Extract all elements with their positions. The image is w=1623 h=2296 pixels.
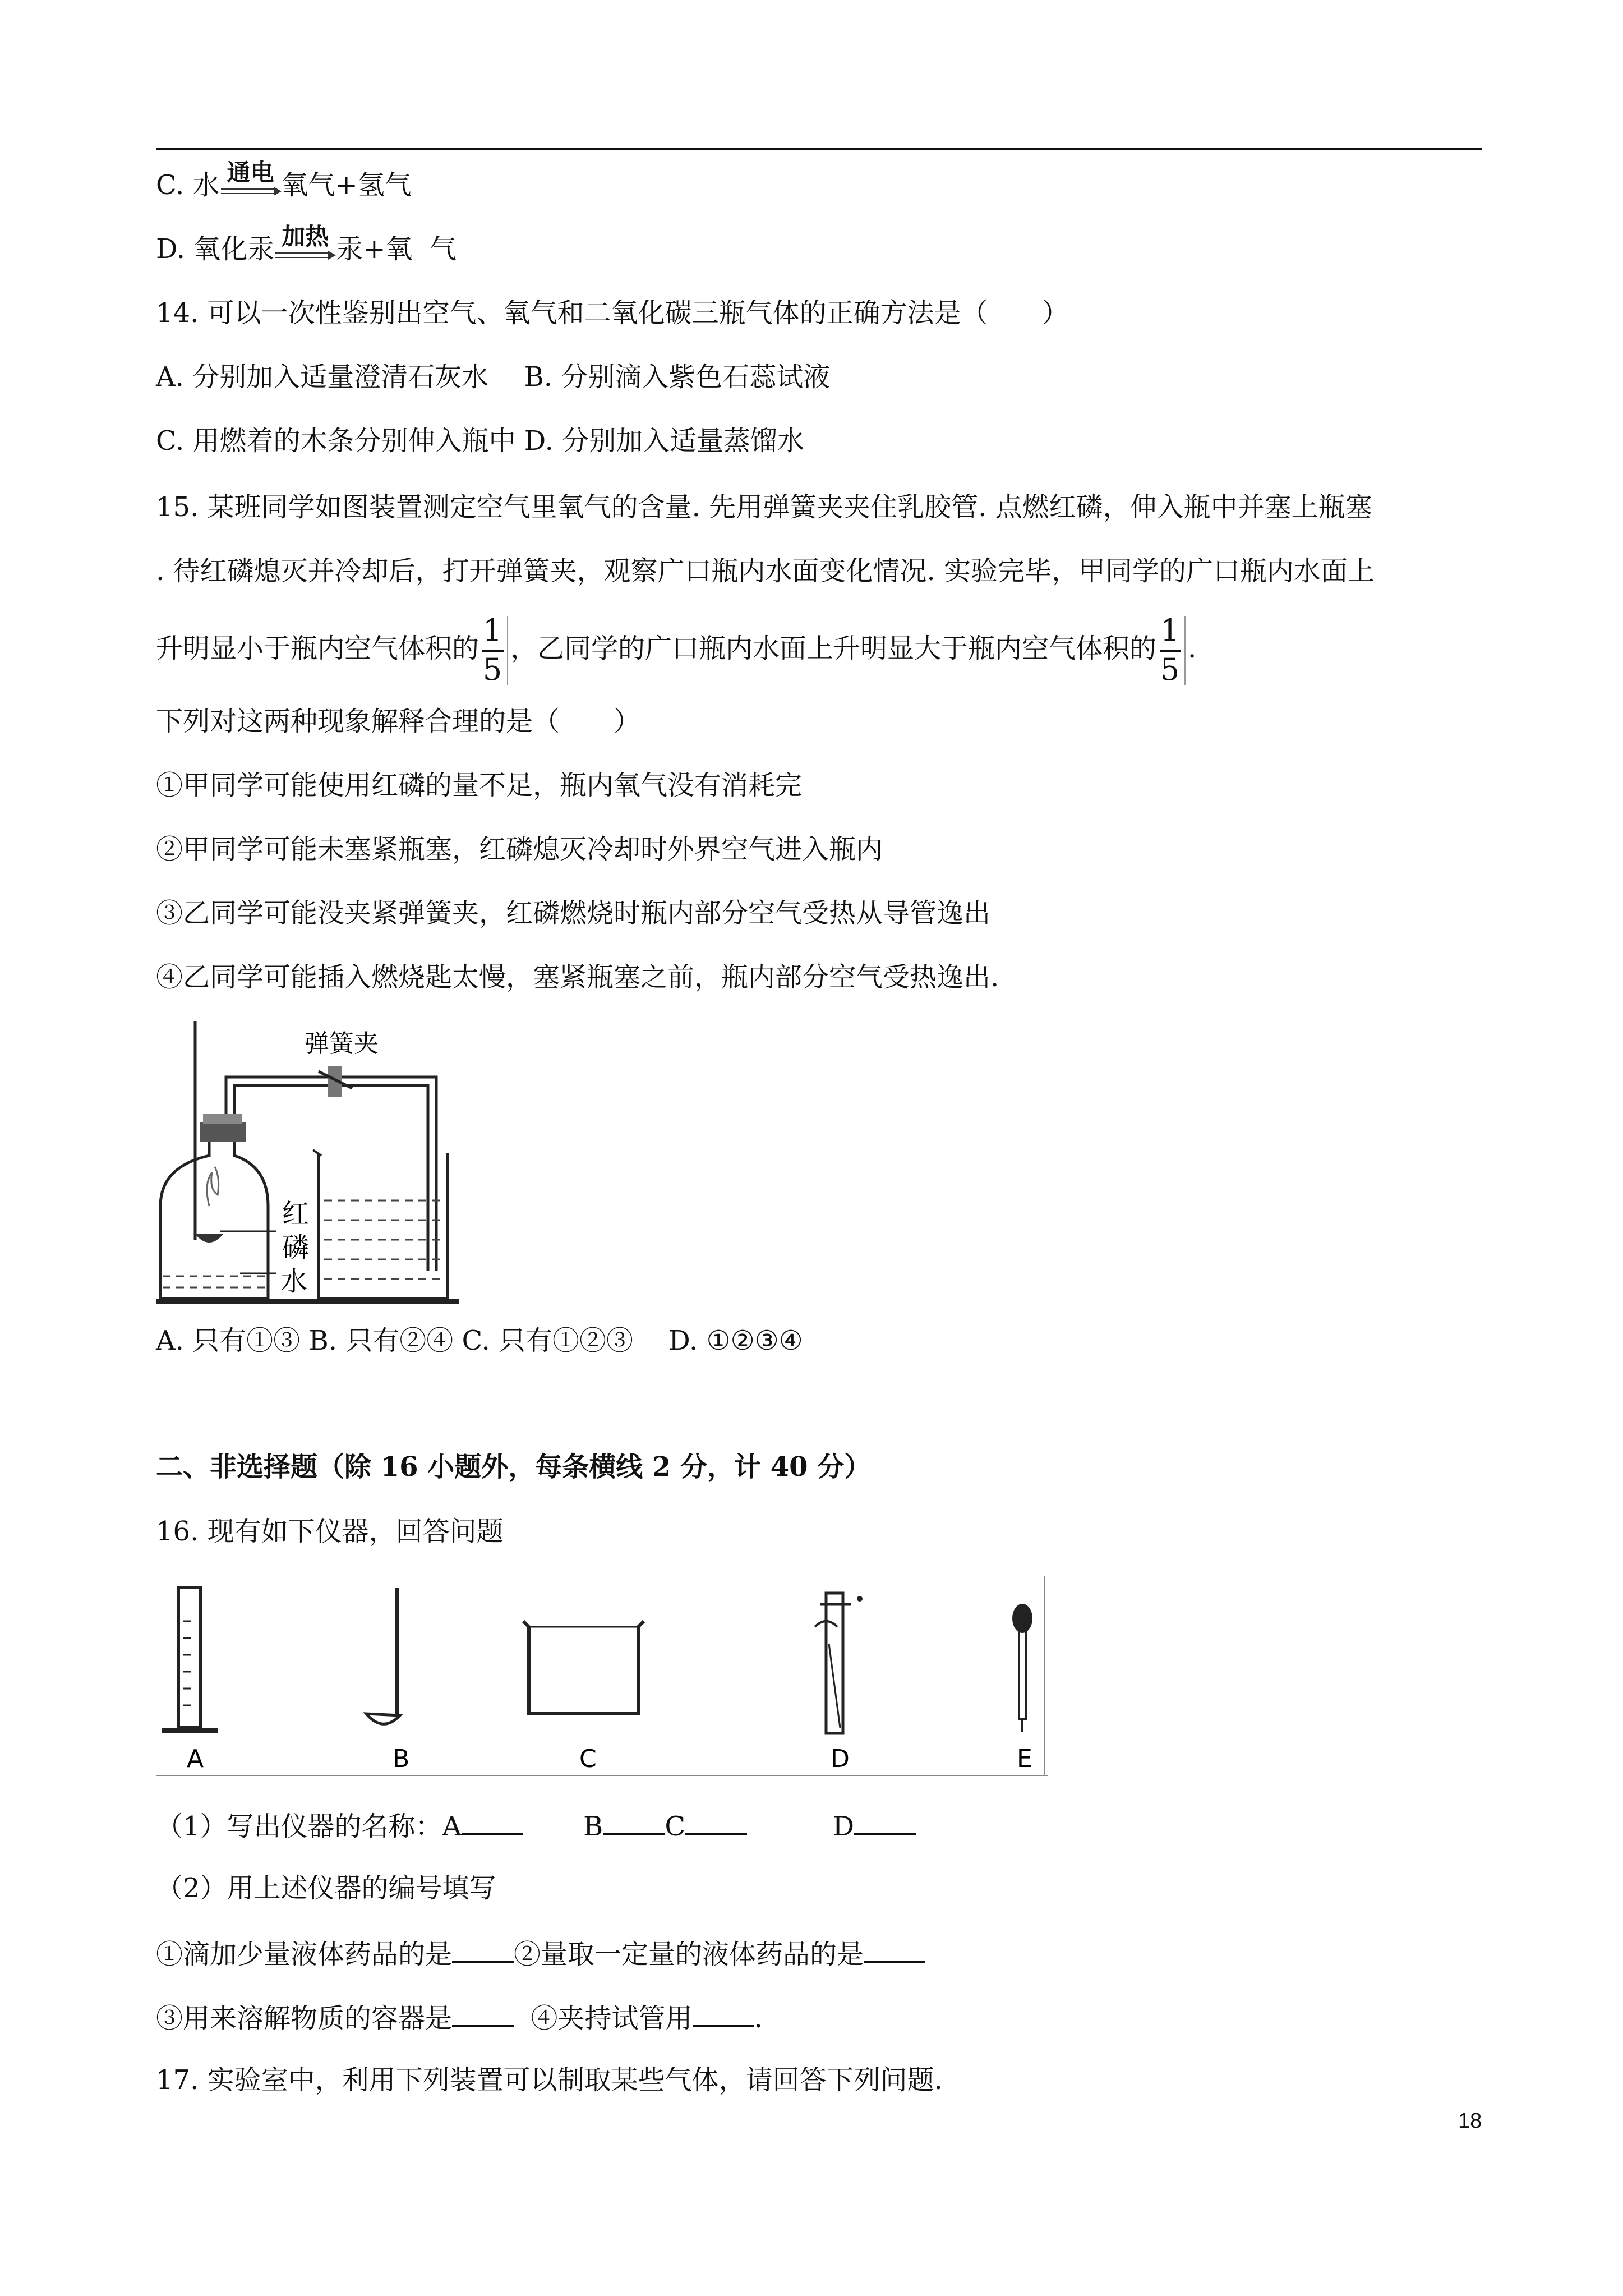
label-e: E [1017, 1745, 1032, 1773]
blank-holding[interactable] [693, 1999, 754, 2027]
label-a: A [187, 1745, 204, 1773]
option-d-products: 汞+氧 气 [336, 233, 457, 265]
section-2-heading: 二、非选择题（除 16 小题外，每条横线 2 分，计 40 分） [156, 1451, 872, 1483]
part3-label-b: ②量取一定量的液体药品的是 [514, 1939, 864, 1970]
label-b: B [393, 1745, 410, 1773]
blank-measuring[interactable] [864, 1935, 925, 1963]
label-red: 红 [282, 1198, 310, 1230]
question-16-part-2: （2）用上述仪器的编号填写 [156, 1872, 496, 1904]
option-c-products: 氧气+氢气 [281, 169, 412, 201]
electrolysis-arrow [220, 159, 282, 202]
part1-label-c: C [665, 1811, 686, 1842]
label-water: 水 [280, 1266, 308, 1297]
fraction-numerator: 1 [1160, 612, 1180, 648]
question-15-line-1: 15. 某班同学如图装置测定空气里氧气的含量. 先用弹簧夹夹住乳胶管. 点燃红磷，伸入瓶中并塞上瓶塞 [156, 491, 1372, 523]
fraction-denominator: 5 [1160, 651, 1180, 687]
option-d-prefix: D. 氧化汞 [156, 233, 275, 265]
part4-label-b: ④夹持试管用 [531, 2003, 693, 2034]
question-16-part-4 [156, 1999, 763, 2035]
part1-label-b: B [583, 1811, 603, 1842]
part3-label-a: ①滴加少量液体药品的是 [156, 1939, 453, 1970]
question-15-options: A. 只有①③ B. 只有②④ C. 只有①②③ D. ①②③④ [156, 1325, 803, 1356]
q15-text-b: ，乙同学的广口瓶内水面上升明显大于瓶内空气体积的 [510, 633, 1157, 664]
fraction-denominator: 5 [482, 651, 502, 687]
part1-label-a: （1）写出仪器的名称：A [156, 1811, 462, 1842]
question-14-options-cd: C. 用燃着的木条分别伸入瓶中 D. 分别加入适量蒸馏水 [156, 425, 805, 457]
arrow-condition: 加热 [282, 223, 329, 250]
statement-2: ②甲同学可能未塞紧瓶塞，红磷熄灭冷却时外界空气进入瓶内 [156, 834, 883, 865]
fraction-one-fifth-2 [1159, 614, 1186, 688]
part1-label-d: D [832, 1811, 855, 1842]
question-16-part-3 [156, 1935, 925, 1971]
statement-1: ①甲同学可能使用红磷的量不足，瓶内氧气没有消耗完 [156, 770, 803, 801]
blank-c[interactable] [685, 1807, 747, 1835]
blank-dropping[interactable] [452, 1935, 514, 1963]
blank-a[interactable] [462, 1807, 523, 1835]
label-c: C [579, 1745, 597, 1773]
blank-b[interactable] [603, 1807, 665, 1835]
label-phosphorus: 磷 [282, 1232, 310, 1263]
page-number: 18 [1458, 2109, 1482, 2133]
question-15-line-3 [156, 611, 1196, 688]
label-spring-clip: 弹簧夹 [305, 1029, 379, 1058]
instruments-figure [156, 1576, 1048, 1801]
arrow-condition: 通电 [227, 159, 274, 186]
question-16-part-1 [156, 1807, 916, 1843]
statement-3: ③乙同学可能没夹紧弹簧夹，红磷燃烧时瓶内部分空气受热从导管逸出 [156, 898, 991, 929]
label-d: D [831, 1745, 850, 1773]
q15-text-a: 升明显小于瓶内空气体积的 [156, 633, 479, 664]
question-14-options-ab: A. 分别加入适量澄清石灰水 B. 分别滴入紫色石蕊试液 [156, 361, 831, 393]
question-15-prompt: 下列对这两种现象解释合理的是（ ） [156, 706, 641, 737]
fraction-one-fifth [481, 614, 508, 688]
blank-d[interactable] [854, 1807, 916, 1835]
question-17: 17. 实验室中，利用下列装置可以制取某些气体，请回答下列问题. [156, 2064, 943, 2096]
fraction-numerator: 1 [482, 612, 502, 648]
statement-4: ④乙同学可能插入燃烧匙太慢，塞紧瓶塞之前，瓶内部分空气受热逸出. [156, 961, 999, 993]
option-d-equation [156, 223, 457, 266]
question-16: 16. 现有如下仪器，回答问题 [156, 1516, 504, 1547]
question-14: 14. 可以一次性鉴别出空气、氧气和二氧化碳三瓶气体的正确方法是（ ） [156, 297, 1069, 329]
option-c-equation [156, 159, 412, 202]
q15-text-c: . [1188, 633, 1197, 664]
part4-period: . [754, 2003, 763, 2034]
header-rule [156, 148, 1482, 150]
oxygen-apparatus-figure [156, 1015, 459, 1313]
option-c-prefix: C. 水 [156, 169, 220, 201]
question-15-line-2: . 待红磷熄灭并冷却后，打开弹簧夹，观察广口瓶内水面变化情况. 实验完毕，甲同学的广口瓶内水面上 [156, 555, 1375, 587]
heating-arrow [274, 223, 336, 266]
part4-label-a: ③用来溶解物质的容器是 [156, 2003, 453, 2034]
blank-dissolving[interactable] [452, 1999, 514, 2027]
